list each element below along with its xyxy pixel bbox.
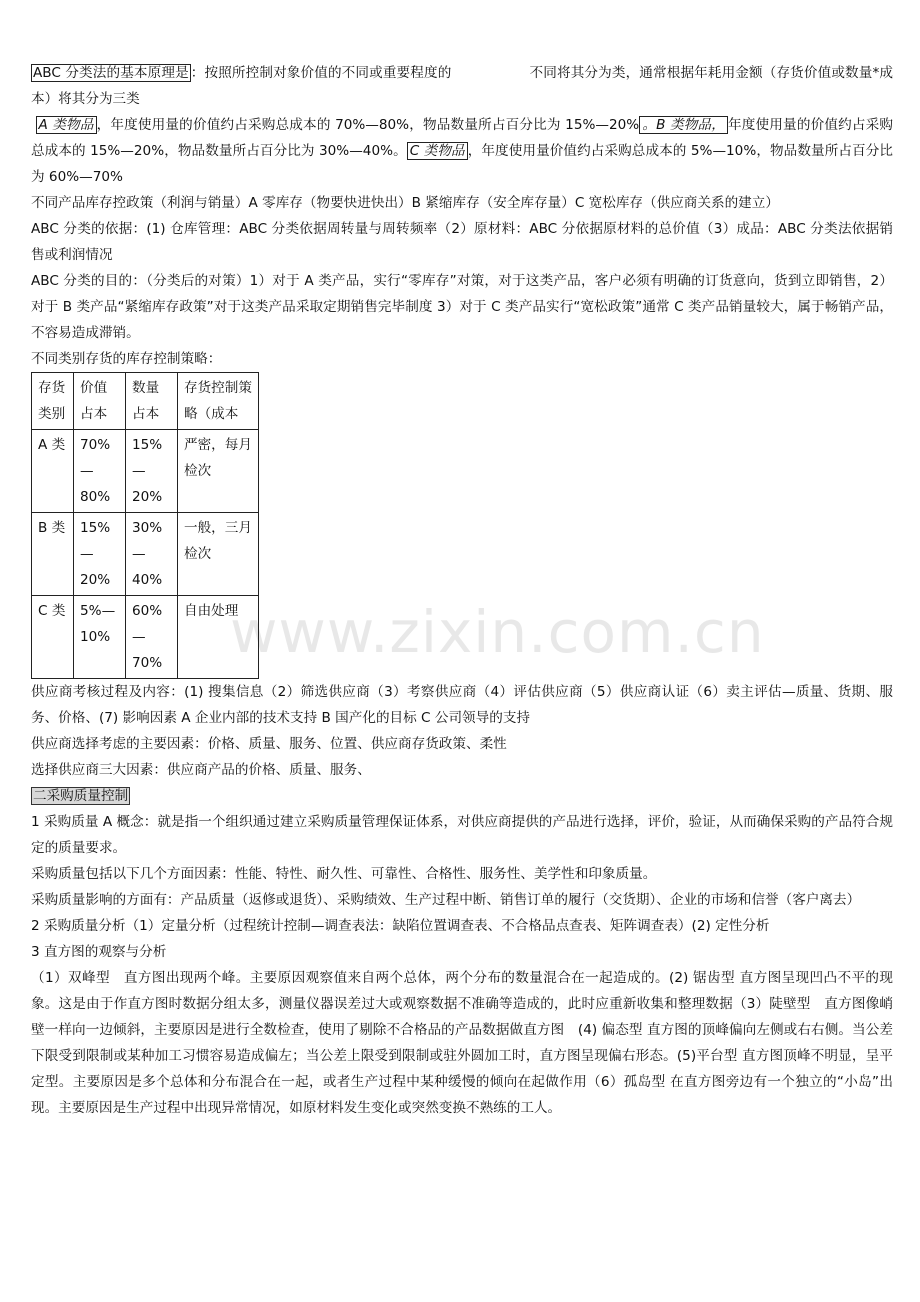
table-cell: 一般，三月检次 (178, 513, 259, 596)
a-category-label: A 类物品 (36, 116, 97, 134)
paragraph: 采购质量包括以下几个方面因素：性能、特性、耐久性、可靠性、合格性、服务性、美学性和印象质量。 (31, 866, 657, 882)
paragraph: 供应商考核过程及内容：(1) 搜集信息（2）筛选供应商（3）考察供应商（4）评估供应商（5）供应商认证（6）卖主评估—质量、货期、服务、价格、(7) 影响因素 A 企业内部的技术支持 B 国产化的目标 C 公司领导的支持 (31, 684, 893, 726)
section-heading: 二采购质量控制 (33, 788, 129, 804)
table-cell: 严密，每月检次 (178, 430, 259, 513)
a-category-text: ，年度使用量的价值约占采购总成本的 70%—80%，物品数量所占百分比为 15%—20% (96, 117, 640, 133)
paragraph: 1 采购质量 A 概念：就是指一个组织通过建立采购质量管理保证体系，对供应商提供的产品进行选择，评价，验证，从而确保采购的产品符合规定的质量要求。 (31, 814, 893, 856)
c-category-text: ，年度使用量价值约占采购总成本的 5%—10%，物品数量所占百分比为 60%—70% (31, 143, 893, 185)
watermark: www.zixin.com.cn (230, 598, 765, 666)
table-header-cell: 存货控制策略（成本 (178, 373, 259, 430)
document-body (31, 60, 893, 1121)
table-row (32, 513, 259, 596)
paragraph: 3 直方图的观察与分析 (31, 944, 167, 960)
abc-principle-label: ABC 分类法的基本原理是 (33, 65, 189, 81)
table-header-cell: 数量占本 (126, 373, 178, 430)
table-row (32, 596, 259, 679)
table-caption: 不同类别存货的库存控制策略： (31, 351, 222, 367)
abc-principle-text-a: ：按照所控制对象价值的不同或重要程度的 (190, 65, 452, 81)
table-header-cell: 价值占本 (74, 373, 126, 430)
categories-para (31, 112, 893, 190)
table-cell: 自由处理 (178, 596, 259, 679)
table-cell: A 类 (32, 430, 74, 513)
table-cell: 30%—40% (126, 513, 178, 596)
table-header-cell: 存货类别 (32, 373, 74, 430)
inventory-strategy-table (31, 372, 259, 679)
b-category-text: 年度使用量的价值约占采购总成本的 15%—20%，物品数量所占百分比为 30%—40%。 (31, 117, 893, 159)
section-heading-para (31, 783, 893, 809)
table-cell: 70%—80% (74, 430, 126, 513)
c-category-label: C 类物品 (407, 142, 468, 160)
table-cell: 60%—70% (126, 596, 178, 679)
table-cell: B 类 (32, 513, 74, 596)
paragraph: 2 采购质量分析（1）定量分析（过程统计控制—调查表法：缺陷位置调查表、不合格品点查表、矩阵调查表）(2) 定性分析 (31, 918, 770, 934)
paragraph: （1）双峰型 直方图出现两个峰。主要原因观察值来自两个总体，两个分布的数量混合在一起造成的。(2) 锯齿型 直方图呈现凹凸不平的现象。这是由于作直方图时数据分组太多，测量仪器误差过大或观察数据不准确等造成的，此时应重新收集和整理数据（3）陡壁型 直方图像峭壁一样向一边倾斜，主要原因是进行全数检查，使用了剔除不合格品的产品数据做直方图 (4) 偏态型 直方图的顶峰偏向左侧或右右侧。当公差下限受到限制或某种加工习惯容易造成偏左；当公差上限受到限制或驻外圆加工时，直方图呈现偏右形态。(5)平台型 直方图顶峰不明显，呈平定型。主要原因是多个总体和分布混合在一起，或者生产过程中某种缓慢的倾向在起做作用（6）孤岛型 在直方图旁边有一个独立的“小岛”出现。主要原因是生产过程中出现异常情况，如原材料发生变化或突然变换不熟练的工人。 (31, 970, 893, 1116)
paragraph: 供应商选择考虑的主要因素：价格、质量、服务、位置、供应商存货政策、柔性 (31, 736, 507, 752)
table-cell: C 类 (32, 596, 74, 679)
table-row (32, 430, 259, 513)
table-cell: 15%—20% (74, 513, 126, 596)
abc-principle-text-b: 不同将其分为类，通常根据年耗用金额（存货价值或数量*成本）将其分为三类 (31, 65, 893, 107)
paragraph: ABC 分类的依据：(1) 仓库管理：ABC 分类依据周转量与周转频率（2）原材料：ABC 分依据原材料的总价值（3）成品：ABC 分类法依据销售或利润情况 (31, 221, 893, 263)
b-category-label: 。B 类物品， (639, 116, 728, 134)
paragraph: 采购质量影响的方面有：产品质量（返修或退货）、采购绩效、生产过程中断、销售订单的履行（交货期）、企业的市场和信誉（客户离去） (31, 892, 861, 908)
paragraph: 选择供应商三大因素：供应商产品的价格、质量、服务、 (31, 762, 371, 778)
table-cell: 15%—20% (126, 430, 178, 513)
table-cell: 5%—10% (74, 596, 126, 679)
paragraph: 不同产品库存控政策（利润与销量）A 零库存（物要快进快出）B 紧缩库存（安全库存量）C 宽松库存（供应商关系的建立） (31, 195, 779, 211)
paragraph: ABC 分类的目的：（分类后的对策）1）对于 A 类产品，实行“零库存”对策，对于这类产品，客户必须有明确的订货意向，货到立即销售，2）对于 B 类产品“紧缩库存政策”对于这类产品采取定期销售完毕制度 3）对于 C 类产品实行“宽松政策”通常 C 类产品销量较大，属于畅销产品，不容易造成滞销。 (31, 273, 893, 341)
abc-principle-para (31, 60, 893, 112)
table-header-row (32, 373, 259, 430)
